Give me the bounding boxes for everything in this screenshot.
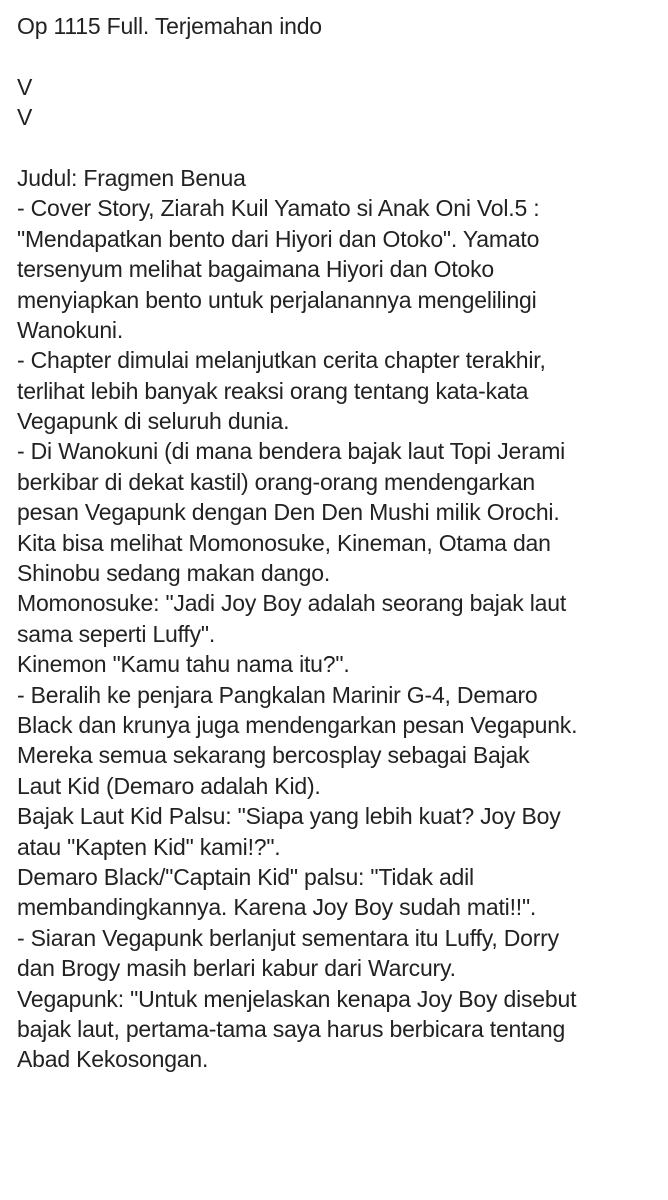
text-line: - Chapter dimulai melanjutkan cerita chapter terakhir, [17,347,546,374]
text-line: - Siaran Vegapunk berlanjut sementara itu Luffy, Dorry [17,924,559,951]
text-line: Wanokuni. [17,316,124,343]
text-line: Mereka semua sekarang bercosplay sebagai Bajak [17,742,530,769]
text-line: Vegapunk di seluruh dunia. [17,408,290,435]
text-line: Bajak Laut Kid Palsu: "Siapa yang lebih kuat? Joy Boy [17,803,561,830]
chapter-title-line: Judul: Fragmen Benua [17,164,246,191]
text-line: berkibar di dekat kastil) orang-orang mendengarkan [17,468,536,495]
doc-title: Op 1115 Full. Terjemahan indo [17,13,322,39]
text-line: - Beralih ke penjara Pangkalan Marinir G-4, Demaro [17,681,538,708]
text-line: Demaro Black/"Captain Kid" palsu: "Tidak adil [17,863,474,890]
text-line: Vegapunk: "Untuk menjelaskan kenapa Joy Boy disebut [17,985,577,1012]
text-line: menyiapkan bento untuk perjalanannya mengelilingi [17,286,537,313]
document-body [17,11,665,1075]
text-line: Abad Kekosongan. [17,1046,209,1073]
text-line: tersenyum melihat bagaimana Hiyori dan Otoko [17,256,494,283]
text-line: terlihat lebih banyak reaksi orang tentang kata-kata [17,377,529,404]
text-line: Kinemon "Kamu tahu nama itu?". [17,651,350,678]
text-line: V [17,73,33,100]
text-line: bajak laut, pertama-tama saya harus berbicara tentang [17,1015,566,1042]
text-line: atau "Kapten Kid" kami!?". [17,833,281,860]
text-line: Momonosuke: "Jadi Joy Boy adalah seorang bajak laut [17,590,567,617]
text-line: Shinobu sedang makan dango. [17,560,331,587]
text-line: "Mendapatkan bento dari Hiyori dan Otoko". Yamato [17,225,540,252]
blank-line [17,41,665,71]
text-line: - Cover Story, Ziarah Kuil Yamato si Anak Oni Vol.5 : [17,195,540,222]
text-line: membandingkannya. Karena Joy Boy sudah mati!!". [17,894,537,921]
text-line: Laut Kid (Demaro adalah Kid). [17,772,321,799]
text-line: V [17,104,33,131]
text-line: Black dan krunya juga mendengarkan pesan Vegapunk. [17,711,578,738]
text-line: Kita bisa melihat Momonosuke, Kineman, Otama dan [17,529,551,556]
blank-line [17,133,665,163]
text-line: sama seperti Luffy". [17,620,216,647]
text-line: - Di Wanokuni (di mana bendera bajak laut Topi Jerami [17,438,566,465]
text-line: dan Brogy masih berlari kabur dari Warcury. [17,955,456,982]
text-line: pesan Vegapunk dengan Den Den Mushi milik Orochi. [17,499,560,526]
